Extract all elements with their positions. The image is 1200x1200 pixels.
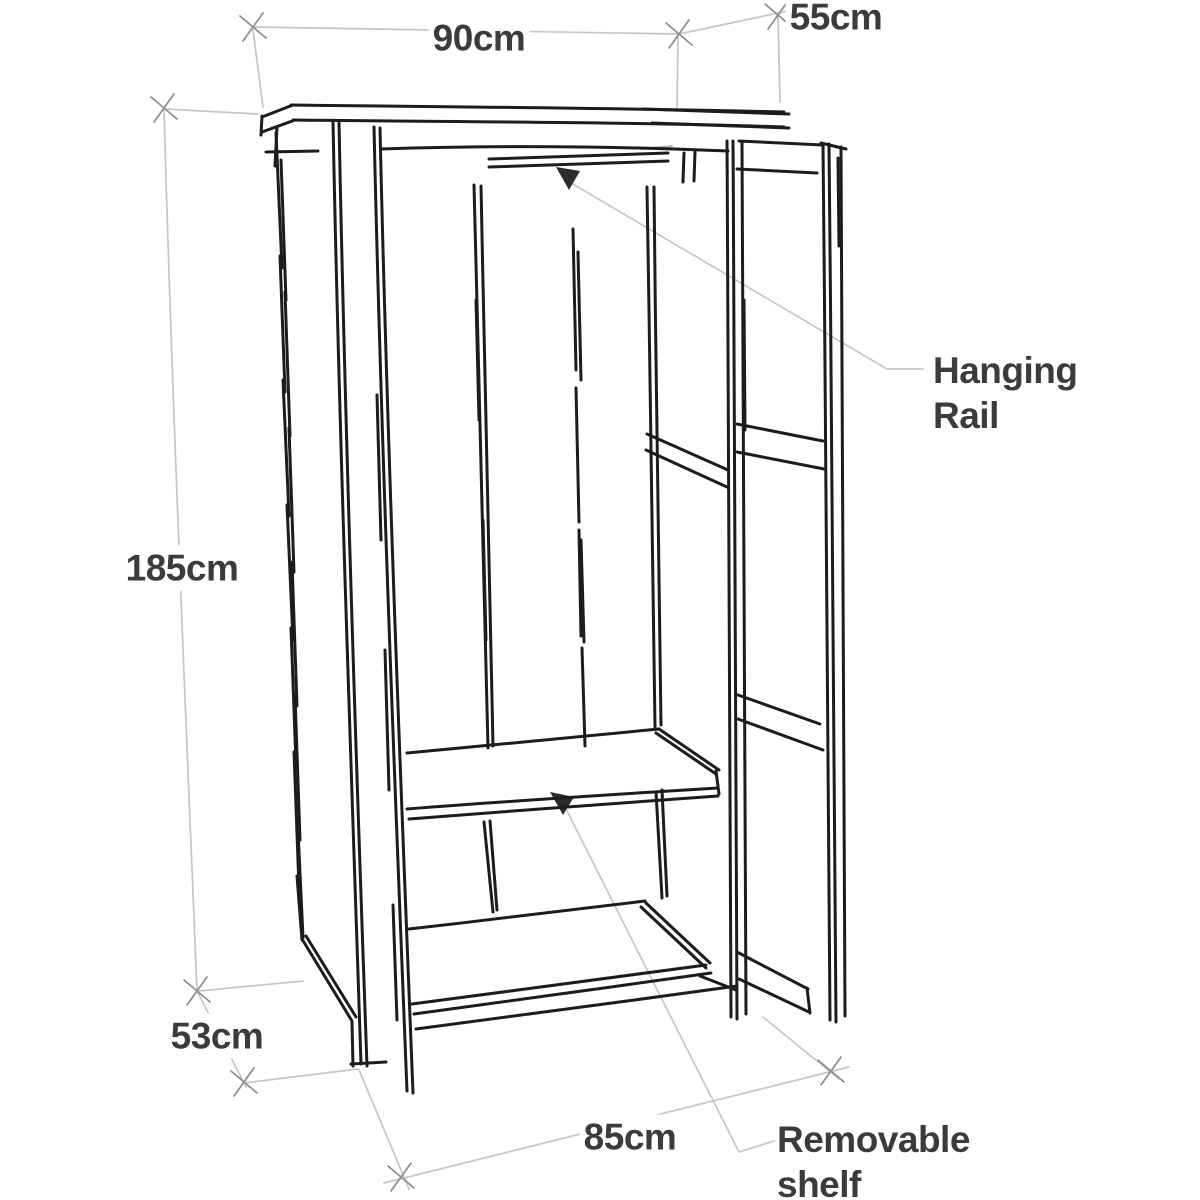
dim-top-width-label: 90cm — [429, 16, 530, 61]
dim-85cm-ext-right — [763, 1017, 839, 1079]
hanging-rail-label-line2: Rail — [933, 395, 999, 436]
hanging-rail-label-line1: Hanging — [933, 350, 1078, 391]
open-door — [737, 141, 846, 1022]
dimension-ticks — [151, 1, 844, 1191]
dim-top-depth-label: 55cm — [786, 0, 887, 40]
removable-shelf-label-line1: Removable — [777, 1119, 970, 1160]
dim-height-label: 185cm — [122, 546, 243, 591]
plinth — [302, 936, 386, 1066]
dim-185cm-ext-bottom — [199, 981, 303, 991]
hanging-rail — [489, 152, 695, 182]
rail-bracket — [683, 153, 684, 182]
dim-90cm-ext-left — [253, 30, 263, 107]
removable-shelf-label-line2: shelf — [777, 1164, 861, 1200]
right-front-stile — [727, 141, 746, 1019]
tick — [818, 1057, 844, 1085]
bottom-shelf — [409, 901, 737, 1029]
removable-shelf-label — [777, 1117, 970, 1200]
back-panel-seam — [573, 229, 585, 746]
left-side-panel — [276, 133, 303, 940]
rail-bracket — [694, 152, 695, 181]
hanging-rail-leader — [571, 183, 923, 369]
dim-90cm-ext-right — [677, 37, 678, 110]
dim-185cm-ext-top — [164, 109, 258, 114]
dim-53cm-ext-bottom — [244, 1069, 358, 1083]
dim-55cm-ext — [778, 15, 780, 102]
dim-85cm-ext-left — [359, 1070, 409, 1189]
hanging-rail-label — [933, 348, 1077, 438]
dim-bottom-width-label: 85cm — [580, 1115, 681, 1160]
left-front-stile — [333, 121, 413, 1093]
face-frame-top-rail — [266, 147, 728, 152]
wardrobe-sketch — [261, 105, 846, 1093]
removable-shelf-arrowhead — [550, 792, 574, 815]
dim-bottom-depth-label: 53cm — [167, 1014, 268, 1059]
